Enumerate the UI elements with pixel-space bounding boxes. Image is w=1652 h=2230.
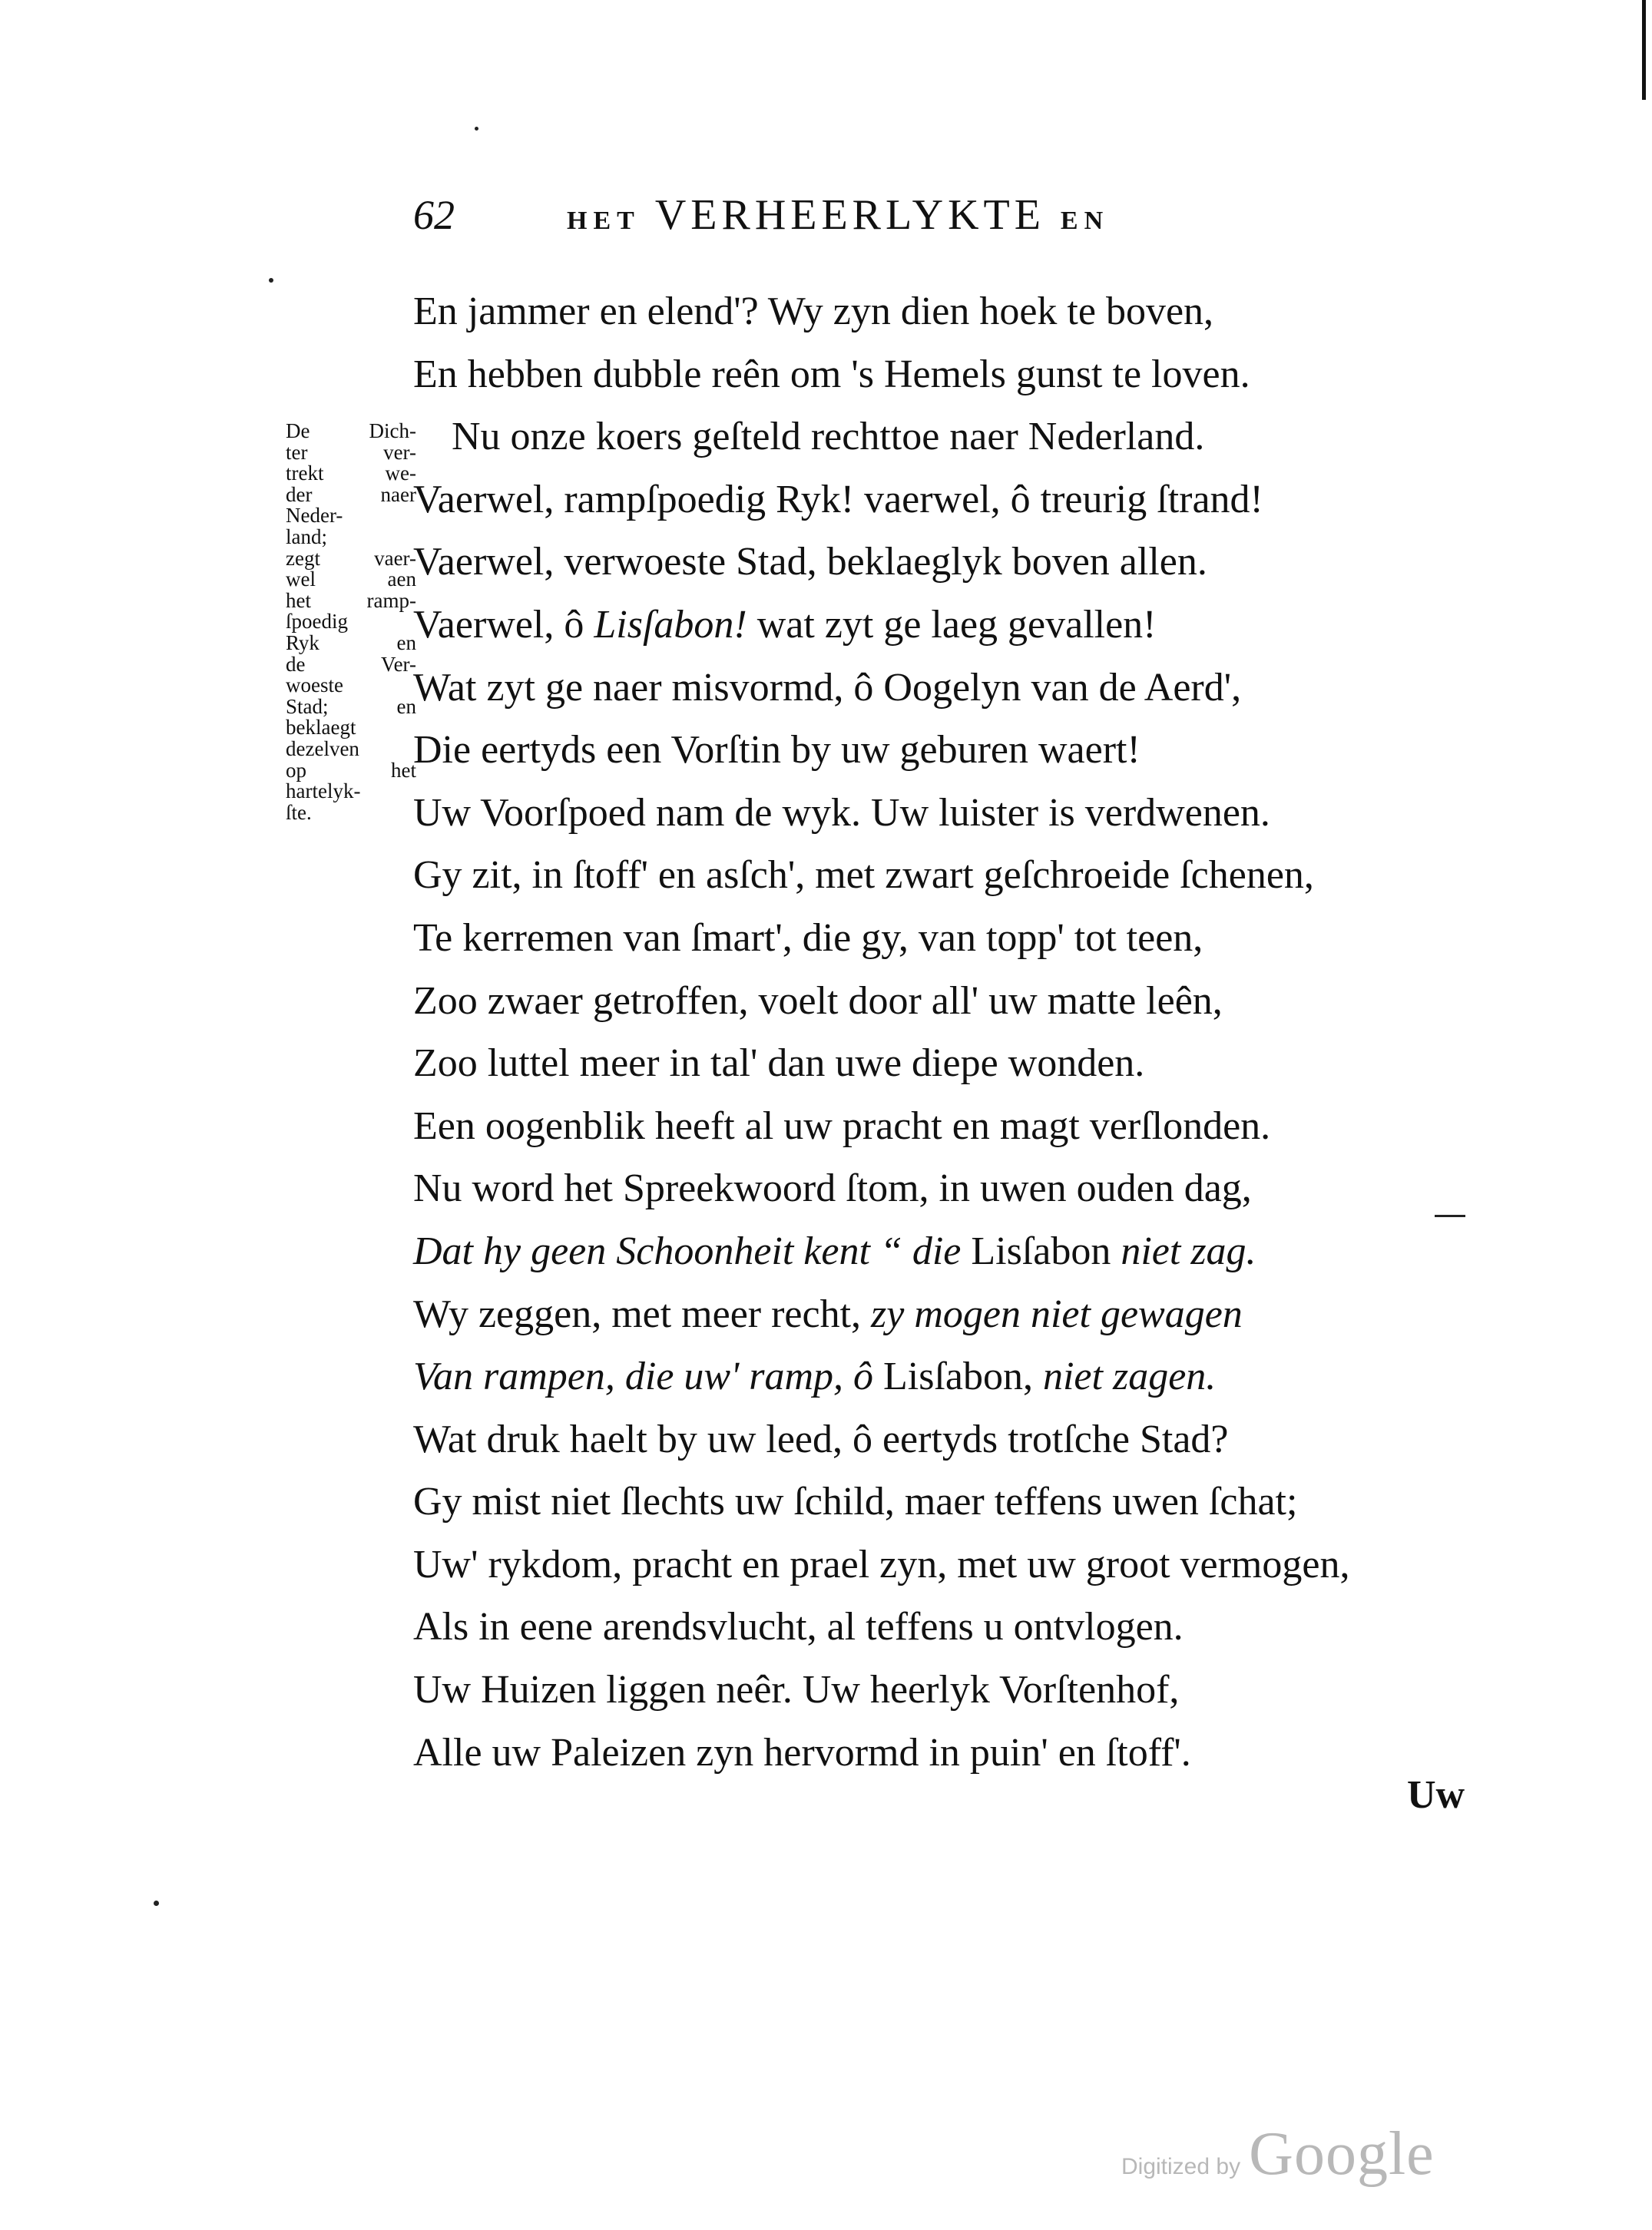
verse-line: Gy mist niet ſlechts uw ſchild, maer teffens uwen ſchat; [413,1480,1298,1524]
verse-segment-italic: niet zag. [1121,1229,1256,1273]
margin-note-line: Stad; en [286,694,416,718]
verse-segment-italic: Dat hy geen Schoonheit kent “ die [413,1229,962,1273]
margin-note-line: ſpoedig [286,610,348,634]
running-title [567,192,1109,244]
verse-line: Te kerremen van ſmart', die gy, van topp' tot teen, [413,915,1203,960]
verse-segment-italic: zy mogen niet gewagen [871,1292,1243,1336]
verse-segment: Wy zeggen, met meer recht, [413,1292,872,1336]
margin-note-line: De Dich- [286,419,416,442]
verse-line: Wat zyt ge naer misvormd, ô Oogelyn van de Aerd', [413,665,1242,710]
verse-line: Uw Voorſpoed nam de wyk. Uw luister is verdwenen. [413,790,1270,835]
margin-note-line: Ryk en [286,630,416,654]
verse-line: En hebben dubble reên om 's Hemels gunst te loven. [413,352,1250,396]
verse-line: Een oogenblik heeft al uw pracht en magt verſlonden. [413,1103,1271,1148]
verse-line: Gy zit, in ſtoff' en asſch', met zwart geſchroeide ſchenen, [413,853,1314,898]
verse-line: Uw' rykdom, pracht en prael zyn, met uw groot vermogen, [413,1542,1350,1586]
verse-line: Zoo zwaer getroffen, voelt door all' uw matte leên, [413,978,1223,1023]
running-title-suffix: EN [1060,207,1110,235]
page-number: 62 [413,192,455,238]
verse-segment: Vaerwel, ô [413,602,594,647]
verse-line: Nu word het Spreekwoord ſtom, in uwen ouden dag, [413,1166,1252,1211]
verse-text [413,280,1550,1784]
margin-note-line: dezelven [286,736,359,760]
verse-line: Uw Huizen liggen neêr. Uw heerlyk Vorſtenhof, [413,1668,1180,1712]
verse-segment-italic: Lisſabon! [594,602,747,647]
verse-line: Die eertyds een Vorſtin by uw geburen waert! [413,728,1141,773]
digitized-watermark [1121,2119,1435,2189]
scan-edge-line [1642,0,1646,100]
running-title-prefix: HET [567,207,641,235]
margin-note-line: op het [286,758,416,782]
verse-line: Nu onze koers geſteld rechttoe naer Nederland. [452,415,1205,459]
margin-note-line: ter ver- [286,440,416,464]
verse-line [413,594,1550,657]
scan-speck [475,127,478,131]
marginal-note [286,421,416,823]
scan-speck [154,1901,159,1906]
verse-line [413,1283,1550,1346]
verse-line [413,1345,1550,1408]
margin-note-line: land; [286,524,327,548]
margin-note-line: het ramp- [286,588,416,612]
margin-note-line: hartelyk- [286,779,361,803]
scan-speck [269,278,273,283]
verse-line: Vaerwel, rampſpoedig Ryk! vaerwel, ô treurig ſtrand! [413,477,1263,521]
margin-note-line: de Ver- [286,652,416,676]
margin-note-line: Neder- [286,504,343,528]
verse-segment-italic: Van rampen, die uw' ramp, ô [413,1355,873,1399]
verse-line: Als in eene arendsvlucht, al teffens u ontvlogen. [413,1605,1184,1649]
margin-note-line: wel aen [286,567,416,591]
margin-note-line: ſte. [286,800,312,824]
running-title-main: VERHEERLYKTE [654,191,1045,239]
catchword: Uw [1407,1773,1465,1817]
watermark-prefix: Digitized by [1121,2154,1241,2179]
verse-segment: Lisſabon [961,1229,1121,1273]
verse-segment: Lisſabon, [873,1355,1043,1399]
margin-note-line: der naer [286,482,416,506]
verse-line: Wat druk haelt by uw leed, ô eertyds trotſche Stad? [413,1417,1229,1461]
verse-segment-italic: niet zagen. [1042,1355,1217,1399]
verse-line [413,1220,1550,1283]
verse-line: En jammer en elend'? Wy zyn dien hoek te boven, [413,290,1214,333]
verse-line: Vaerwel, verwoeste Stad, beklaeglyk boven allen. [413,540,1207,584]
margin-note-line: woeste [286,673,343,697]
verse-segment: wat zyt ge laeg gevallen! [747,602,1157,647]
margin-note-line: trekt we- [286,462,416,485]
margin-note-line: beklaegt [286,716,356,739]
verse-line: Zoo luttel meer in tal' dan uwe diepe wonden. [413,1041,1145,1086]
verse-line: Alle uw Paleizen zyn hervormd in puin' en ſtoff'. [413,1730,1191,1775]
google-logo: Google [1249,2120,1435,2188]
margin-note-line: zegt vaer- [286,546,416,570]
